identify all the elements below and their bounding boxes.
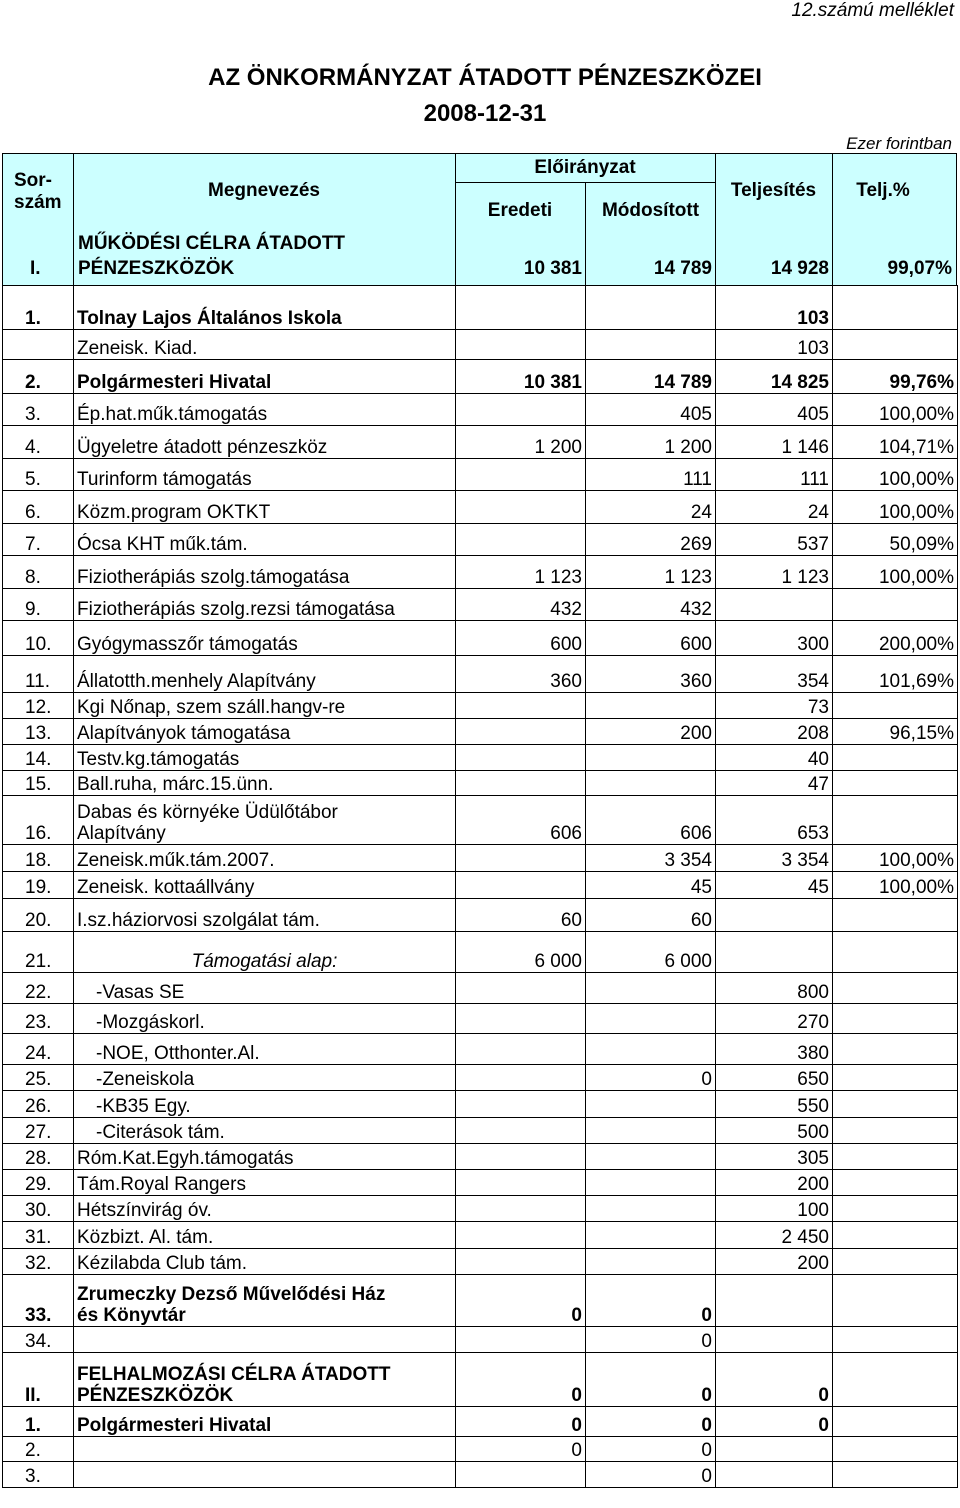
table-row <box>3 1437 958 1462</box>
row-name: Tolnay Lajos Általános Iskola <box>74 286 456 330</box>
row-teljesites <box>716 932 833 973</box>
row-number: 11. <box>3 656 74 693</box>
table-row <box>3 1275 958 1327</box>
row-teljesites: 208 <box>716 719 833 745</box>
row-eredeti <box>456 286 586 330</box>
table-row <box>3 524 958 556</box>
row-modositott: 0 <box>586 1275 716 1327</box>
row-pct <box>833 1170 958 1196</box>
row-pct <box>833 1462 958 1488</box>
row-name: Alapítványok támogatása <box>74 719 456 745</box>
row-pct: 50,09% <box>833 524 958 556</box>
row-name: Ball.ruha, márc.15.ünn. <box>74 771 456 796</box>
row-pct: 100,00% <box>833 845 958 872</box>
row-number: 20. <box>3 899 74 932</box>
row-teljesites: 103 <box>716 286 833 330</box>
row-pct: 100,00% <box>833 556 958 589</box>
section1-eredeti: 10 381 <box>523 258 582 279</box>
row-number: 7. <box>3 524 74 556</box>
row-pct <box>833 1353 958 1407</box>
row-teljesites: 45 <box>716 872 833 899</box>
row-name: Polgármesteri Hivatal <box>74 360 456 394</box>
table-row <box>3 932 958 973</box>
header-right-border <box>956 153 957 227</box>
row-eredeti <box>456 459 586 491</box>
row-number: 32. <box>3 1249 74 1275</box>
row-modositott <box>586 771 716 796</box>
row-pct <box>833 973 958 1004</box>
section1-num: I. <box>30 258 41 279</box>
row-modositott <box>586 745 716 771</box>
row-number <box>3 330 74 360</box>
row-modositott <box>586 1144 716 1170</box>
row-teljesites: 0 <box>716 1353 833 1407</box>
row-modositott: 360 <box>586 656 716 693</box>
table-row <box>3 693 958 719</box>
row-number: 30. <box>3 1196 74 1222</box>
row-number: 28. <box>3 1144 74 1170</box>
row-number: 3. <box>3 1462 74 1488</box>
table-row <box>3 719 958 745</box>
row-name: Fiziotherápiás szolg.támogatása <box>74 556 456 589</box>
row-number: 24. <box>3 1034 74 1065</box>
header-megnevezes: Megnevezés <box>208 180 320 201</box>
table-row <box>3 845 958 872</box>
row-eredeti <box>456 524 586 556</box>
row-name: -Zeneiskola <box>74 1065 456 1091</box>
row-number: 16. <box>3 796 74 845</box>
row-pct: 101,69% <box>833 656 958 693</box>
row-modositott: 200 <box>586 719 716 745</box>
row-modositott <box>586 693 716 719</box>
section-right-border <box>956 227 957 285</box>
row-teljesites: 100 <box>716 1196 833 1222</box>
row-name: Kgi Nőnap, szem száll.hangv-re <box>74 693 456 719</box>
row-number: 5. <box>3 459 74 491</box>
row-teljesites: 111 <box>716 459 833 491</box>
row-teljesites <box>716 899 833 932</box>
row-number: 10. <box>3 621 74 656</box>
table-body <box>3 286 958 1488</box>
header-eloiranyzat: Előirányzat <box>534 157 636 178</box>
row-name: Zeneisk. Kiad. <box>74 330 456 360</box>
table-row <box>3 973 958 1004</box>
row-modositott <box>586 1091 716 1118</box>
row-teljesites: 405 <box>716 394 833 426</box>
row-name: Zeneisk. kottaállvány <box>74 872 456 899</box>
row-teljesites: 200 <box>716 1170 833 1196</box>
row-number: 1. <box>3 286 74 330</box>
row-name <box>74 1437 456 1462</box>
row-pct <box>833 589 958 621</box>
document-title: AZ ÖNKORMÁNYZAT ÁTADOTT PÉNZESZKÖZEI <box>208 64 762 91</box>
table-row <box>3 330 958 360</box>
row-name: Zeneisk.műk.tám.2007. <box>74 845 456 872</box>
row-number: 27. <box>3 1118 74 1144</box>
row-eredeti <box>456 1222 586 1249</box>
row-name: -NOE, Otthonter.Al. <box>74 1034 456 1065</box>
row-pct <box>833 1004 958 1034</box>
row-name: Testv.kg.támogatás <box>74 745 456 771</box>
table-row <box>3 394 958 426</box>
row-pct <box>833 1065 958 1091</box>
row-teljesites: 800 <box>716 973 833 1004</box>
row-number: 23. <box>3 1004 74 1034</box>
row-pct <box>833 693 958 719</box>
row-name-line1: FELHALMOZÁSI CÉLRA ÁTADOTT <box>77 1364 391 1385</box>
row-number: 34. <box>3 1327 74 1353</box>
table-row <box>3 1170 958 1196</box>
table-row <box>3 1065 958 1091</box>
row-number: 12. <box>3 693 74 719</box>
row-name: Róm.Kat.Egyh.támogatás <box>74 1144 456 1170</box>
row-modositott: 0 <box>586 1327 716 1353</box>
row-number: 19. <box>3 872 74 899</box>
row-number: 1. <box>3 1407 74 1437</box>
row-teljesites: 270 <box>716 1004 833 1034</box>
table-row <box>3 1144 958 1170</box>
row-number: 3. <box>3 394 74 426</box>
row-pct: 100,00% <box>833 872 958 899</box>
row-modositott: 24 <box>586 491 716 524</box>
row-name: -Citerások tám. <box>74 1118 456 1144</box>
row-eredeti: 1 123 <box>456 556 586 589</box>
row-modositott: 432 <box>586 589 716 621</box>
row-eredeti <box>456 719 586 745</box>
row-number: 2. <box>3 360 74 394</box>
table-row <box>3 656 958 693</box>
row-name: -Mozgáskorl. <box>74 1004 456 1034</box>
document-date: 2008-12-31 <box>423 100 547 127</box>
row-eredeti: 360 <box>456 656 586 693</box>
row-pct <box>833 1144 958 1170</box>
row-pct <box>833 1091 958 1118</box>
row-modositott <box>586 973 716 1004</box>
row-eredeti <box>456 1144 586 1170</box>
row-modositott <box>586 286 716 330</box>
header-eredeti: Eredeti <box>487 200 553 221</box>
section-col-divider <box>73 227 74 285</box>
row-teljesites: 2 450 <box>716 1222 833 1249</box>
row-teljesites: 103 <box>716 330 833 360</box>
row-name-line2: PÉNZESZKÖZÖK <box>77 1385 234 1406</box>
row-number: 13. <box>3 719 74 745</box>
row-teljesites: 550 <box>716 1091 833 1118</box>
row-eredeti <box>456 693 586 719</box>
row-number: II. <box>3 1353 74 1407</box>
row-modositott: 1 123 <box>586 556 716 589</box>
row-pct <box>833 899 958 932</box>
row-number: 14. <box>3 745 74 771</box>
row-name: Közbizt. Al. tám. <box>74 1222 456 1249</box>
row-pct <box>833 1222 958 1249</box>
row-pct: 99,76% <box>833 360 958 394</box>
row-teljesites <box>716 1437 833 1462</box>
table-row <box>3 1222 958 1249</box>
row-eredeti: 0 <box>456 1407 586 1437</box>
row-pct <box>833 1118 958 1144</box>
row-eredeti: 0 <box>456 1353 586 1407</box>
row-teljesites: 305 <box>716 1144 833 1170</box>
row-name-line2: Alapítvány <box>77 823 166 844</box>
table-row <box>3 1091 958 1118</box>
row-eredeti <box>456 1327 586 1353</box>
table-row <box>3 1196 958 1222</box>
row-eredeti: 6 000 <box>456 932 586 973</box>
row-pct <box>833 1275 958 1327</box>
row-name: Fiziotherápiás szolg.rezsi támogatása <box>74 589 456 621</box>
annex-label: 12.számú melléklet <box>791 0 954 21</box>
row-pct <box>833 1034 958 1065</box>
row-number: 4. <box>3 426 74 459</box>
section1-pct: 99,07% <box>887 258 952 279</box>
row-teljesites: 1 146 <box>716 426 833 459</box>
row-teljesites: 653 <box>716 796 833 845</box>
header-top-border <box>2 153 957 154</box>
row-teljesites: 200 <box>716 1249 833 1275</box>
row-name: -KB35 Egy. <box>74 1091 456 1118</box>
section1-name-line2: PÉNZESZKÖZÖK <box>78 258 235 279</box>
row-name: I.sz.háziorvosi szolgálat tám. <box>74 899 456 932</box>
row-eredeti <box>456 1196 586 1222</box>
table-row <box>3 771 958 796</box>
row-number: 31. <box>3 1222 74 1249</box>
row-number: 21. <box>3 932 74 973</box>
table-row <box>3 796 958 845</box>
row-eredeti: 60 <box>456 899 586 932</box>
row-number: 25. <box>3 1065 74 1091</box>
header-left-border <box>2 153 3 227</box>
row-pct <box>833 796 958 845</box>
table-row <box>3 589 958 621</box>
row-teljesites <box>716 589 833 621</box>
row-modositott <box>586 1118 716 1144</box>
header-teljesites: Teljesítés <box>730 180 817 201</box>
row-teljesites: 3 354 <box>716 845 833 872</box>
row-modositott <box>586 1222 716 1249</box>
row-modositott <box>586 1170 716 1196</box>
row-eredeti <box>456 845 586 872</box>
row-modositott: 45 <box>586 872 716 899</box>
row-teljesites <box>716 1275 833 1327</box>
row-name: Ép.hat.műk.támogatás <box>74 394 456 426</box>
row-number: 9. <box>3 589 74 621</box>
table-row <box>3 1353 958 1407</box>
table-row <box>3 286 958 330</box>
row-pct <box>833 932 958 973</box>
table-row <box>3 426 958 459</box>
row-name: Kézilabda Club tám. <box>74 1249 456 1275</box>
row-pct: 96,15% <box>833 719 958 745</box>
row-modositott: 6 000 <box>586 932 716 973</box>
table-row <box>3 556 958 589</box>
row-teljesites: 650 <box>716 1065 833 1091</box>
row-teljesites: 1 123 <box>716 556 833 589</box>
row-name-line2: és Könyvtár <box>77 1305 186 1326</box>
row-eredeti <box>456 1065 586 1091</box>
row-name: -Vasas SE <box>74 973 456 1004</box>
row-name: Gyógymasszőr támogatás <box>74 621 456 656</box>
row-modositott <box>586 330 716 360</box>
row-name <box>74 1275 456 1327</box>
row-name: Ügyeletre átadott pénzeszköz <box>74 426 456 459</box>
row-number: 6. <box>3 491 74 524</box>
table-row <box>3 1327 958 1353</box>
row-number: 2. <box>3 1437 74 1462</box>
row-modositott: 14 789 <box>586 360 716 394</box>
row-eredeti: 10 381 <box>456 360 586 394</box>
row-modositott: 0 <box>586 1437 716 1462</box>
row-name: Ócsa KHT műk.tám. <box>74 524 456 556</box>
row-pct: 104,71% <box>833 426 958 459</box>
table-row <box>3 872 958 899</box>
table-row <box>3 745 958 771</box>
row-pct <box>833 771 958 796</box>
row-modositott: 269 <box>586 524 716 556</box>
section-left-border <box>2 227 3 285</box>
row-modositott: 1 200 <box>586 426 716 459</box>
row-eredeti: 606 <box>456 796 586 845</box>
row-name-line1: Zrumeczky Dezső Művelődési Ház <box>77 1284 386 1305</box>
header-sorszam: Sor-szám <box>14 170 62 213</box>
row-eredeti <box>456 330 586 360</box>
row-modositott <box>586 1196 716 1222</box>
table-row <box>3 491 958 524</box>
row-teljesites: 73 <box>716 693 833 719</box>
row-eredeti: 1 200 <box>456 426 586 459</box>
table-row <box>3 1118 958 1144</box>
row-pct <box>833 1196 958 1222</box>
table-row <box>3 1034 958 1065</box>
row-modositott: 111 <box>586 459 716 491</box>
row-pct: 100,00% <box>833 491 958 524</box>
table-row <box>3 1004 958 1034</box>
row-teljesites: 500 <box>716 1118 833 1144</box>
row-eredeti <box>456 771 586 796</box>
row-number: 26. <box>3 1091 74 1118</box>
table-row <box>3 621 958 656</box>
row-eredeti: 0 <box>456 1437 586 1462</box>
data-table <box>2 285 958 1488</box>
row-eredeti <box>456 491 586 524</box>
row-modositott: 0 <box>586 1407 716 1437</box>
row-pct <box>833 1249 958 1275</box>
unit-label: Ezer forintban <box>846 134 952 153</box>
header-modositott: Módosított <box>601 200 700 221</box>
table-row <box>3 459 958 491</box>
section1-teljesites: 14 928 <box>770 258 829 279</box>
row-name: Hétszínvirág óv. <box>74 1196 456 1222</box>
row-name <box>74 1462 456 1488</box>
table-row <box>3 360 958 394</box>
section1-modositott: 14 789 <box>653 258 712 279</box>
row-eredeti: 432 <box>456 589 586 621</box>
row-pct <box>833 745 958 771</box>
row-modositott <box>586 1004 716 1034</box>
row-modositott: 0 <box>586 1353 716 1407</box>
row-eredeti <box>456 872 586 899</box>
row-name: Közm.program OKTKT <box>74 491 456 524</box>
row-number: 22. <box>3 973 74 1004</box>
row-teljesites: 354 <box>716 656 833 693</box>
row-eredeti <box>456 1004 586 1034</box>
row-teljesites: 47 <box>716 771 833 796</box>
row-name: Turinform támogatás <box>74 459 456 491</box>
row-eredeti: 0 <box>456 1275 586 1327</box>
row-name: Tám.Royal Rangers <box>74 1170 456 1196</box>
row-number: 29. <box>3 1170 74 1196</box>
row-modositott <box>586 1249 716 1275</box>
row-name <box>74 796 456 845</box>
row-name: Támogatási alap: <box>74 932 456 973</box>
row-modositott: 405 <box>586 394 716 426</box>
row-eredeti <box>456 394 586 426</box>
row-teljesites: 537 <box>716 524 833 556</box>
row-pct: 100,00% <box>833 394 958 426</box>
table-row <box>3 1462 958 1488</box>
row-name <box>74 1327 456 1353</box>
row-eredeti <box>456 973 586 1004</box>
row-modositott <box>586 1034 716 1065</box>
header-telj-pct: Telj.% <box>856 180 910 201</box>
row-pct: 100,00% <box>833 459 958 491</box>
row-teljesites: 380 <box>716 1034 833 1065</box>
row-number: 18. <box>3 845 74 872</box>
row-name-line1: Dabas és környéke Üdülőtábor <box>77 802 338 823</box>
row-name <box>74 1353 456 1407</box>
row-pct <box>833 330 958 360</box>
row-teljesites: 40 <box>716 745 833 771</box>
row-modositott: 3 354 <box>586 845 716 872</box>
row-modositott: 0 <box>586 1065 716 1091</box>
row-eredeti <box>456 1118 586 1144</box>
table-row <box>3 1249 958 1275</box>
row-name: Polgármesteri Hivatal <box>74 1407 456 1437</box>
row-teljesites: 14 825 <box>716 360 833 394</box>
section1-name-line1: MŰKÖDÉSI CÉLRA ÁTADOTT <box>78 233 346 254</box>
row-modositott: 600 <box>586 621 716 656</box>
table-row <box>3 1407 958 1437</box>
row-teljesites <box>716 1462 833 1488</box>
row-number: 15. <box>3 771 74 796</box>
row-teljesites: 300 <box>716 621 833 656</box>
row-eredeti <box>456 1170 586 1196</box>
row-teljesites: 0 <box>716 1407 833 1437</box>
row-eredeti <box>456 1462 586 1488</box>
row-modositott: 0 <box>586 1462 716 1488</box>
row-name: Állatotth.menhely Alapítvány <box>74 656 456 693</box>
table-row <box>3 899 958 932</box>
row-pct: 200,00% <box>833 621 958 656</box>
row-pct <box>833 286 958 330</box>
row-pct <box>833 1407 958 1437</box>
row-eredeti <box>456 745 586 771</box>
row-number: 33. <box>3 1275 74 1327</box>
row-modositott: 606 <box>586 796 716 845</box>
row-eredeti <box>456 1034 586 1065</box>
row-pct <box>833 1437 958 1462</box>
row-modositott: 60 <box>586 899 716 932</box>
row-pct <box>833 1327 958 1353</box>
row-eredeti: 600 <box>456 621 586 656</box>
row-teljesites <box>716 1327 833 1353</box>
row-eredeti <box>456 1249 586 1275</box>
row-number: 8. <box>3 556 74 589</box>
row-eredeti <box>456 1091 586 1118</box>
row-teljesites: 24 <box>716 491 833 524</box>
